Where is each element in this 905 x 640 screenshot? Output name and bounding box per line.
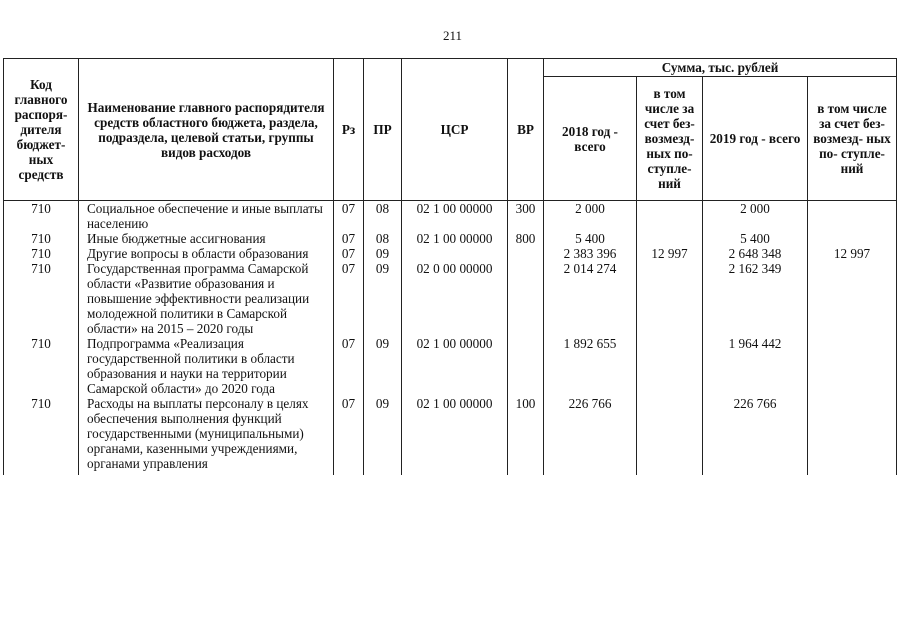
header-2019-free: в том числе за счет без- возмезд- ных по- ступле- ний	[808, 77, 897, 201]
cell-pr: 09	[364, 246, 402, 261]
cell-2018-total: 2 014 274	[544, 261, 637, 336]
table-row	[4, 231, 897, 246]
cell-2019-total: 2 162 349	[703, 261, 808, 336]
cell-pr: 09	[364, 261, 402, 336]
cell-2018-free: 12 997	[637, 246, 703, 261]
header-csr: ЦСР	[402, 59, 508, 201]
table-row	[4, 261, 897, 336]
table-row	[4, 201, 897, 232]
cell-rz: 07	[334, 396, 364, 475]
cell-2019-total: 2 000	[703, 201, 808, 232]
cell-code: 710	[4, 201, 79, 232]
cell-csr: 02 1 00 00000	[402, 396, 508, 475]
cell-name: Расходы на выплаты персоналу в целях обеспечения выполнения функций государственными (муниципальными) органами, казенными учреждениями, органами управления	[79, 396, 334, 475]
cell-name: Государственная программа Самарской области «Развитие образования и повышение эффективности реализации молодежной политики в Самарской области» на 2015 – 2020 годы	[79, 261, 334, 336]
cell-2019-free	[808, 261, 897, 336]
cell-name: Социальное обеспечение и иные выплаты населению	[79, 201, 334, 232]
cell-csr: 02 1 00 00000	[402, 231, 508, 246]
page-number: 211	[442, 28, 463, 43]
header-2019-total: 2019 год - всего	[703, 77, 808, 201]
cell-vr	[508, 246, 544, 261]
budget-table	[3, 58, 897, 475]
cell-rz: 07	[334, 201, 364, 232]
cell-2019-total: 5 400	[703, 231, 808, 246]
cell-rz: 07	[334, 231, 364, 246]
cell-2018-total: 1 892 655	[544, 336, 637, 396]
cell-2019-free	[808, 396, 897, 475]
cell-pr: 09	[364, 396, 402, 475]
table-row	[4, 396, 897, 475]
cell-code: 710	[4, 336, 79, 396]
cell-2019-free	[808, 231, 897, 246]
header-2018-total: 2018 год - всего	[544, 77, 637, 201]
cell-2018-free	[637, 261, 703, 336]
cell-2019-free	[808, 336, 897, 396]
cell-code: 710	[4, 396, 79, 475]
cell-pr: 08	[364, 201, 402, 232]
cell-csr: 02 1 00 00000	[402, 336, 508, 396]
header-pr: ПР	[364, 59, 402, 201]
header-code: Код главного распоря- дителя бюджет- ных средств	[4, 59, 79, 201]
cell-2018-total: 2 383 396	[544, 246, 637, 261]
cell-pr: 09	[364, 336, 402, 396]
cell-2019-free: 12 997	[808, 246, 897, 261]
cell-2018-free	[637, 201, 703, 232]
cell-2019-free	[808, 201, 897, 232]
cell-csr: 02 1 00 00000	[402, 201, 508, 232]
cell-rz: 07	[334, 261, 364, 336]
cell-2018-free	[637, 231, 703, 246]
cell-vr	[508, 261, 544, 336]
table-row	[4, 246, 897, 261]
cell-vr	[508, 336, 544, 396]
cell-2018-total: 226 766	[544, 396, 637, 475]
header-vr: ВР	[508, 59, 544, 201]
cell-2018-free	[637, 336, 703, 396]
cell-pr: 08	[364, 231, 402, 246]
cell-2019-total: 2 648 348	[703, 246, 808, 261]
cell-rz: 07	[334, 246, 364, 261]
cell-vr: 100	[508, 396, 544, 475]
cell-2019-total: 1 964 442	[703, 336, 808, 396]
cell-rz: 07	[334, 336, 364, 396]
table-row	[4, 336, 897, 396]
cell-2018-total: 5 400	[544, 231, 637, 246]
cell-name: Подпрограмма «Реализация государственной политики в области образования и науки на территории Самарской области» до 2020 года	[79, 336, 334, 396]
cell-name: Иные бюджетные ассигнования	[79, 231, 334, 246]
header-name: Наименование главного распорядителя средств областного бюджета, раздела, подраздела, целевой статьи, группы видов расходов	[79, 59, 334, 201]
cell-code: 710	[4, 261, 79, 336]
cell-2019-total: 226 766	[703, 396, 808, 475]
cell-vr: 800	[508, 231, 544, 246]
cell-name: Другие вопросы в области образования	[79, 246, 334, 261]
header-rz: Рз	[334, 59, 364, 201]
cell-vr: 300	[508, 201, 544, 232]
cell-code: 710	[4, 231, 79, 246]
cell-csr: 02 0 00 00000	[402, 261, 508, 336]
cell-2018-total: 2 000	[544, 201, 637, 232]
header-sum-group: Сумма, тыс. рублей	[544, 59, 897, 77]
cell-2018-free	[637, 396, 703, 475]
cell-csr	[402, 246, 508, 261]
cell-code: 710	[4, 246, 79, 261]
header-2018-free: в том числе за счет без- возмезд- ных по- ступле- ний	[637, 77, 703, 201]
